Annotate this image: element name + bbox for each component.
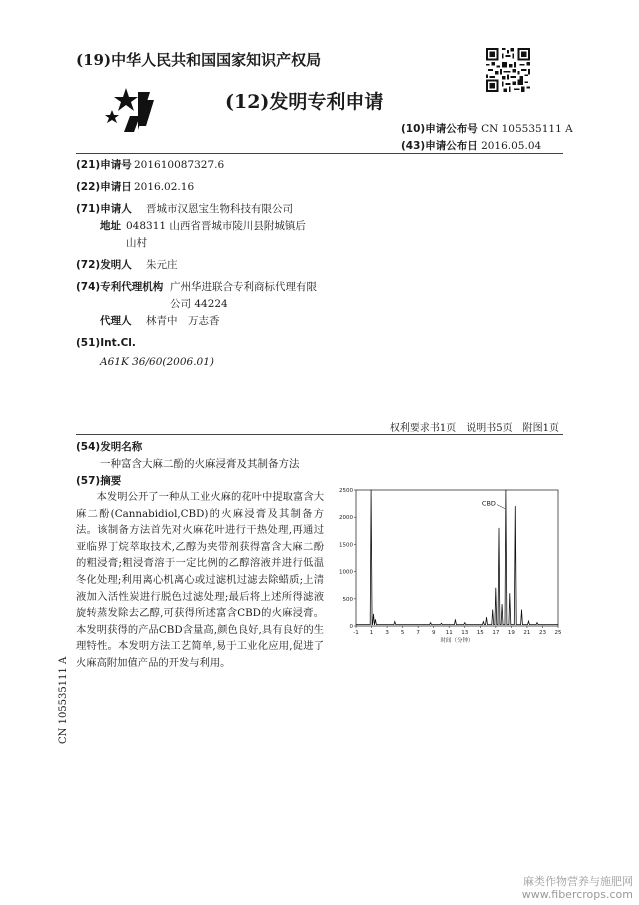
qr-code-icon <box>486 48 530 92</box>
intcl-value-row <box>76 354 326 371</box>
intcl: A61K 36/60(2006.01) <box>100 356 214 368</box>
peak-apex <box>430 622 431 623</box>
chromatogram-trace <box>356 490 558 625</box>
y-tick-label: 500 <box>342 596 353 603</box>
inventor: 朱元庄 <box>146 259 178 271</box>
application-number: 201610087327.6 <box>134 159 225 171</box>
watermark <box>522 875 633 901</box>
address-row <box>76 218 326 252</box>
peak-apex <box>464 622 465 623</box>
side-publication-number: CN 105535111 A <box>58 656 69 744</box>
agency-label: (74)专利代理机构 <box>76 281 164 293</box>
watermark-url: www.fibercrops.com <box>521 888 633 901</box>
peak-apex <box>395 621 396 622</box>
page-count-info: 权利要求书1页 说明书5页 附图1页 <box>389 423 559 434</box>
agent: 林青中 万志香 <box>146 315 220 327</box>
x-tick-label: 11 <box>445 630 453 636</box>
x-tick-label: 21 <box>523 630 531 636</box>
peak-apex <box>455 619 456 620</box>
agent-label: 代理人 <box>100 315 132 327</box>
peak-apex <box>528 621 529 622</box>
peak-apex <box>499 528 500 529</box>
y-tick-label: 1000 <box>339 569 353 576</box>
peak-apex <box>371 490 372 491</box>
plot-frame <box>356 490 558 626</box>
bibliographic-data <box>76 155 326 371</box>
peak-apex <box>537 622 538 623</box>
applicant-label: (71)申请人 <box>76 203 132 215</box>
y-tick-label: 2500 <box>339 488 353 494</box>
x-axis-label: 时间（分钟） <box>440 638 474 644</box>
x-tick-label: 1 <box>369 630 374 636</box>
publication-date-label: (43)申请公布日 <box>401 140 478 152</box>
application-number-label: (21)申请号 <box>76 159 132 171</box>
chromatogram-chart <box>336 484 564 644</box>
x-tick-label: 23 <box>538 630 546 636</box>
publication-info <box>401 121 573 155</box>
application-number-row <box>76 157 326 174</box>
x-tick-label: 13 <box>461 630 469 636</box>
authority-name: (19)中华人民共和国国家知识产权局 <box>76 51 322 69</box>
x-tick-label: 3 <box>385 630 389 636</box>
publication-number-row <box>401 121 573 138</box>
peak-apex <box>483 621 484 622</box>
application-date: 2016.02.16 <box>134 181 195 193</box>
publication-date: 2016.05.04 <box>481 140 542 152</box>
publication-number: CN 105535111 A <box>481 123 573 135</box>
invention-title: 一种富含大麻二酚的火麻浸膏及其制备方法 <box>100 458 300 470</box>
agent-row <box>76 313 326 330</box>
peak-apex <box>496 588 497 589</box>
invention-title-label: (54)发明名称 <box>76 441 143 453</box>
watermark-title: 麻类作物营养与施肥网 <box>523 875 633 888</box>
peak-apex <box>515 506 516 507</box>
document-type: (12)发明专利申请 <box>225 91 384 113</box>
y-tick-label: 0 <box>349 624 353 630</box>
section-divider <box>76 434 563 435</box>
x-tick-label: -1 <box>353 630 359 636</box>
abstract-text: 本发明公开了一种从工业火麻的花叶中提取富含大麻二酚(Cannabidiol,CBD)的火麻浸膏及其制备方法。该制备方法首先对火麻花叶进行干热处理,再通过亚临界丁烷萃取技术,乙醇为夹带剂获得富含大麻二酚的粗浸膏;粗浸膏溶于一定比例的乙醇溶液并进行低温冬化处理;利用离心机离心或过滤机过滤去除蜡质;上清液加入活性炭进行脱色过滤处理;最后将上述所得滤液旋转蒸发除去乙醇,可获得所述富含CBD的火麻浸膏。本发明获得的产品CBD含量高,颜色良好,具有良好的生理特性。本发明方法工艺简单,易于工业化应用,促进了火麻高附加值产品的开发与利用。 <box>76 491 324 669</box>
publication-number-label: (10)申请公布号 <box>401 123 478 135</box>
peak-apex <box>486 617 487 618</box>
applicant: 晋城市汉恩宝生物科技有限公司 <box>146 203 293 215</box>
peak-apex <box>510 593 511 594</box>
x-tick-label: 9 <box>431 630 436 636</box>
x-tick-label: 5 <box>400 630 405 636</box>
x-tick-label: 25 <box>554 630 562 636</box>
address: 048311 山西省晋城市陵川县附城镇后山村 <box>126 220 306 249</box>
x-tick-label: 17 <box>492 630 500 636</box>
application-date-label: (22)申请日 <box>76 181 132 193</box>
applicant-row <box>76 201 326 218</box>
cbd-annotation-arrow <box>497 505 505 509</box>
intcl-label: (51)Int.Cl. <box>76 337 136 349</box>
inventor-label: (72)发明人 <box>76 259 132 271</box>
cbd-annotation: CBD <box>481 499 496 508</box>
y-tick-label: 2000 <box>339 515 353 522</box>
peak-apex <box>373 614 374 615</box>
x-tick-label: 7 <box>416 630 420 636</box>
x-tick-label: 15 <box>476 630 484 636</box>
peak-apex <box>502 604 503 605</box>
y-tick-label: 1500 <box>339 542 353 549</box>
agency: 广州华进联合专利商标代理有限公司 44224 <box>170 281 317 310</box>
emblem-icon <box>100 86 156 134</box>
peak-apex <box>375 619 376 620</box>
header-divider <box>76 153 563 154</box>
inventor-row <box>76 257 326 274</box>
peak-apex <box>506 490 507 491</box>
intcl-row <box>76 335 326 352</box>
x-tick-label: 19 <box>507 630 515 636</box>
peak-apex <box>441 623 442 624</box>
application-date-row <box>76 179 326 196</box>
peak-apex <box>521 609 522 610</box>
agency-row <box>76 279 326 313</box>
abstract-label: (57)摘要 <box>76 475 122 487</box>
peak-apex <box>492 609 493 610</box>
address-label: 地址 <box>100 220 121 232</box>
